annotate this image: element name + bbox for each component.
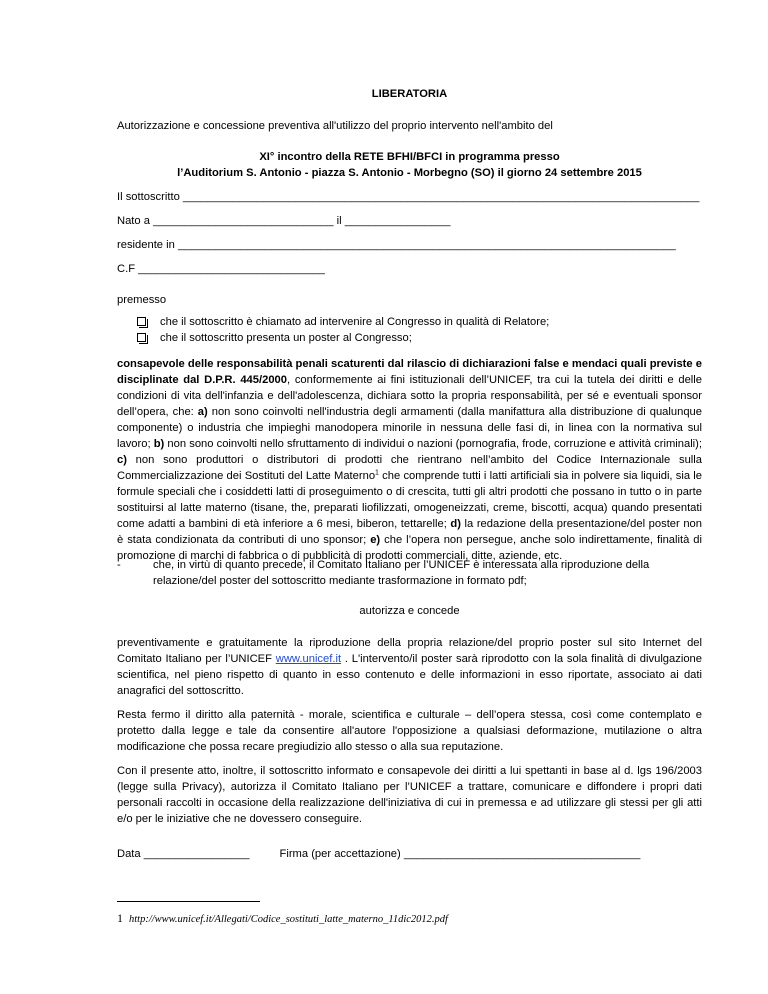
footnote-divider <box>117 901 260 902</box>
paragraph-paternita: Resta fermo il diritto alla paternità - morale, scientifica e culturale – dell’opera stessa, così come contemplato e protetto dalla legge e tale da consentire all'autore l'opposizione a qualsiasi deformazione, mutilazione o altra modificazione che possa recare pregiudizio allo stesso o alla sua reputazione. <box>117 709 702 753</box>
dash-item-text: che, in virtù di quanto precede, il Comitato Italiano per l’UNICEF è interessata alla riproduzione della relazione/del poster del sottoscritto mediante trasformazione in formato pdf; <box>153 559 650 587</box>
checkbox-bullet-icon <box>137 333 146 342</box>
event-title <box>112 149 707 181</box>
paragraph-text: . L'intervento/il poster sarà riprodotto con la sola finalità di divulgazione scientifica, nel pieno rispetto di quanto in esso contenuto e delle informazioni in esso riportate, associato ai dati anagrafici del sottoscritto. <box>117 653 702 697</box>
dash-bullet: - <box>117 559 121 571</box>
footnote <box>117 910 448 928</box>
paragraph-text: non sono coinvolti nello sfruttamento di individui o nazioni (pornografia, frode, corruzione e attività criminali); <box>164 438 702 450</box>
field-residente: residente in ________________________________________________________________________________ <box>117 239 676 251</box>
intro-line: Autorizzazione e concessione preventiva all'utilizzo del proprio intervento nell'ambito del <box>117 120 553 132</box>
unicef-website-link[interactable]: www.unicef.it <box>275 653 342 665</box>
field-sottoscritto: Il sottoscritto ___________________________________________________________________________________ <box>117 191 700 203</box>
clause-marker-c: c) <box>117 454 127 466</box>
paragraph-text: che comprende tutti i latti artificiali sia in polvere sia liquidi, sia le formule speciali che i cosiddetti latti di proseguimento o di crescita, tutti gli altri prodotti che possano in tutto o in parte sostituirsi al latte materno (tisane, the, preparati liofilizzati, omogeneizzati, creme, biscotti, acqua) quando presentati come adatti a bambini di età inferiore a 6 mesi, biberon, tettarelle; <box>117 470 702 530</box>
autorizza-heading: autorizza e concede <box>359 605 460 617</box>
paragraph-text: che l’opera non persegue, anche solo indirettamente, finalità di promozione di marchi di fabbrica o di pubblicità di prodotti commerciali, ditte, aziende, etc. <box>117 534 702 562</box>
premesso-list <box>137 314 697 346</box>
clause-marker-a: a) <box>197 406 208 418</box>
list-item-text: che il sottoscritto presenta un poster al Congresso; <box>160 332 412 344</box>
list-item <box>137 314 697 330</box>
footnote-text: http://www.unicef.it/Allegati/Codice_sostituti_latte_materno_11dic2012.pdf <box>129 914 448 925</box>
clause-marker-d: d) <box>450 518 461 530</box>
event-line-2: l’Auditorium S. Antonio - piazza S. Antonio - Morbegno (SO) il giorno 24 settembre 2015 <box>177 167 642 179</box>
paragraph-riproduzione <box>117 635 702 699</box>
paragraph-text: preventivamente e gratuitamente la riproduzione della propria relazione/del proprio poster sul sito Internet del Comitato Italiano per l’UNICEF <box>117 637 702 665</box>
paragraph-text: non sono produttori o distributori di prodotti che rientrano nell’ambito del Codice Internazionale sulla Commercializzazione dei Sostituti del Latte Materno <box>117 454 702 482</box>
field-firma: Firma (per accettazione) ______________________________________ <box>279 848 641 860</box>
footnote-number: 1 <box>117 911 123 925</box>
paragraph-privacy: Con il presente atto, inoltre, il sottoscritto informato e consapevole dei diritti a lui spettanti in base al d. lgs 196/2003 (legge sulla Privacy), autorizza il Comitato Italiano per l’UNICEF a trattare, comunicare e diffondere i propri dati personali raccolti in occasione della realizzazione dell'iniziativa di cui in premessa e ad utilizzare gli stessi per gli atti e/o per le iniziative che ne dovessero conseguire. <box>117 765 702 825</box>
premesso-label: premesso <box>117 294 167 306</box>
consapevole-lead: consapevole delle responsabilità penali scaturenti dal rilascio di dichiarazioni false e mendaci quali previste e disciplinate dal D.P.R. 445/2000 <box>117 358 702 386</box>
field-cf: C.F ______________________________ <box>117 263 325 275</box>
checkbox-bullet-icon <box>137 317 146 326</box>
clause-marker-e: e) <box>370 534 381 546</box>
paragraph-text: non sono coinvolti nell'industria degli armamenti (dalla manifattura alla distribuzione di qualunque componente) o industria che impieghi manodopera minorile in nessuna delle fasi di, in linea con la normativa sul lavoro; <box>117 406 702 450</box>
event-line-1: XI° incontro della RETE BFHI/BFCI in programma presso <box>259 151 560 163</box>
list-item-text: che il sottoscritto è chiamato ad intervenire al Congresso in qualità di Relatore; <box>160 316 550 328</box>
footnote-ref[interactable]: 1 <box>375 469 379 477</box>
consapevole-paragraph <box>117 356 702 564</box>
field-data: Data _________________ <box>117 848 250 860</box>
paragraph-text: la redazione della presentazione/del poster non è stata condizionata da contributi di uno sponsor; <box>117 518 702 546</box>
paragraph-text: , conformemente ai fini istituzionali dell’UNICEF, tra cui la tutela dei diritti e delle condizioni di vita dell'infanzia e dell'adolescenza, dichiara sotto la propria responsabilità, per sé e eventuali sponsor dell’opera, che: <box>117 374 702 418</box>
field-nato: Nato a _____________________________ il _________________ <box>117 215 451 227</box>
list-item <box>137 330 697 346</box>
clause-marker-b: b) <box>153 438 165 450</box>
signature-line <box>117 846 702 862</box>
document-title: LIBERATORIA <box>371 88 448 100</box>
